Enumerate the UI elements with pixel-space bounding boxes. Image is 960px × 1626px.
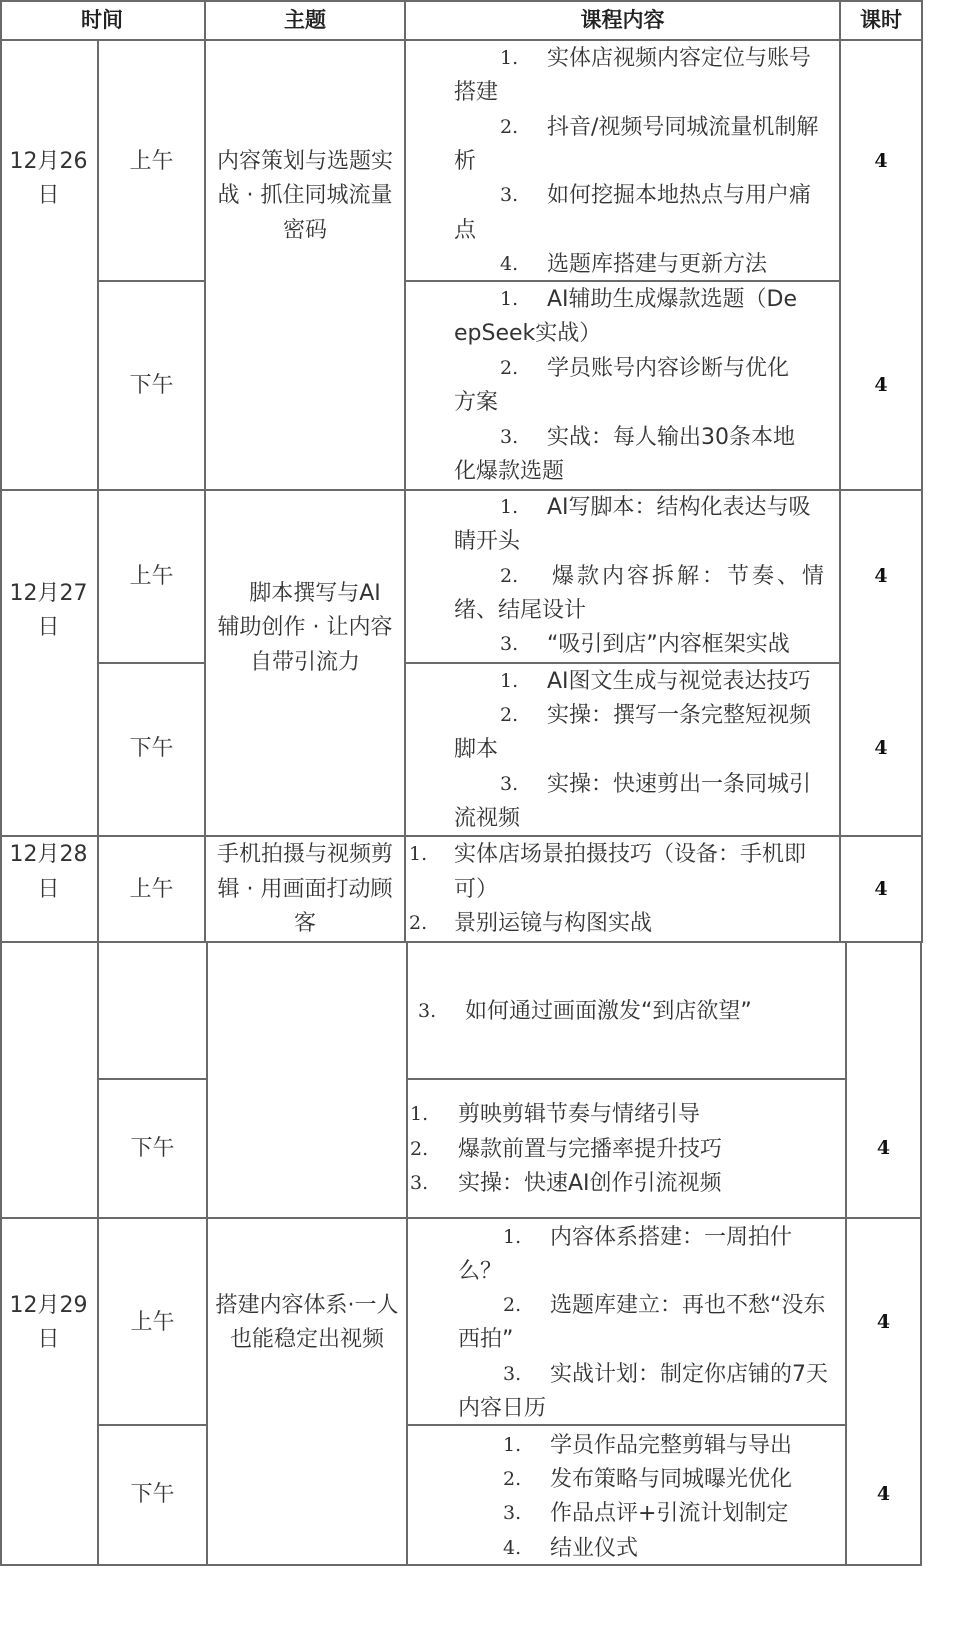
item-number: 1. [410, 1103, 429, 1125]
content-line: epSeek实战） [454, 321, 602, 346]
date-cell: 12月26 [9, 149, 88, 174]
item-number: 1. [500, 670, 519, 692]
theme-line: 内容策划与选题实 [216, 149, 393, 174]
content-line: 实战计划：制定你店铺的7天 [550, 1362, 828, 1387]
period-pm: 下午 [130, 1136, 175, 1161]
item-number: 2. [503, 1468, 522, 1490]
hours-value: 4 [874, 565, 888, 587]
item-number: 1. [503, 1434, 522, 1456]
content-line: AI写脚本：结构化表达与吸 [547, 495, 811, 520]
date-cell: 日 [37, 183, 60, 208]
date-cell: 12月29 [9, 1293, 88, 1318]
content-line: 实操：快速AI创作引流视频 [458, 1171, 722, 1196]
content-line: 如何通过画面激发“到店欲望” [465, 999, 752, 1024]
content-line: 么？ [458, 1259, 503, 1284]
content-line: 西拍” [458, 1327, 514, 1352]
content-line: 绪、结尾设计 [454, 598, 587, 623]
item-number: 3. [500, 426, 519, 448]
item-number: 2. [500, 357, 519, 379]
date-cell: 日 [37, 1327, 60, 1352]
period-pm: 下午 [129, 373, 174, 398]
item-number: 1. [409, 843, 428, 865]
period-am: 上午 [129, 877, 174, 902]
theme-line: 也能稳定出视频 [229, 1327, 384, 1352]
item-number: 3. [500, 184, 519, 206]
header-hours: 课时 [860, 8, 902, 32]
content-line: 抖音/视频号同城流量机制解 [547, 115, 819, 140]
hours-value: 4 [876, 1311, 891, 1333]
theme-line: 自带引流力 [249, 650, 360, 675]
hours-value: 4 [874, 737, 888, 759]
item-number: 2. [409, 912, 428, 934]
hours-value: 4 [874, 150, 888, 172]
content-line: 实战：每人输出30条本地 [547, 425, 795, 450]
theme-line: 脚本撰写与AI [249, 581, 381, 606]
content-line: 化爆款选题 [454, 459, 565, 484]
content-line: 搭建 [454, 80, 499, 105]
content-line: 爆款前置与完播率提升技巧 [458, 1137, 723, 1162]
content-line: 爆款内容拆解：节奏、情 [552, 564, 828, 589]
theme-line: 战 · 抓住同城流量 [217, 183, 393, 208]
period-am: 上午 [129, 564, 174, 589]
theme-line: 密码 [282, 218, 327, 243]
header-theme: 主题 [284, 8, 326, 32]
content-line: 结业仪式 [550, 1536, 639, 1561]
content-line: 剪映剪辑节奏与情绪引导 [458, 1102, 701, 1127]
content-line: 实操：撰写一条完整短视频 [547, 703, 812, 728]
header-time: 时间 [81, 8, 123, 32]
content-line: 实体店视频内容定位与账号 [547, 46, 812, 71]
content-line: 实操：快速剪出一条同城引 [547, 772, 812, 797]
content-line: 方案 [454, 390, 499, 415]
period-pm: 下午 [129, 736, 174, 761]
period-am: 上午 [129, 149, 174, 174]
date-cell: 12月28 [9, 842, 88, 867]
hours-value: 4 [876, 1483, 891, 1505]
item-number: 1. [500, 47, 519, 69]
period-pm: 下午 [130, 1482, 175, 1507]
content-line: AI辅助生成爆款选题（De [547, 287, 798, 312]
theme-line: 辑 · 用画面打动顾 [217, 877, 393, 902]
item-number: 3. [503, 1363, 522, 1385]
item-number: 4. [503, 1537, 522, 1559]
content-line: 选题库搭建与更新方法 [547, 252, 768, 277]
theme-line: 客 [293, 911, 316, 936]
theme-line: 搭建内容体系·一人 [215, 1293, 399, 1318]
item-number: 3. [418, 1000, 437, 1022]
item-number: 2. [503, 1294, 522, 1316]
content-line: 析 [454, 149, 477, 174]
date-cell: 日 [37, 877, 60, 902]
content-line: 内容日历 [458, 1396, 547, 1421]
content-line: 睛开头 [454, 529, 521, 554]
hours-value: 4 [874, 878, 888, 900]
content-line: 内容体系搭建：一周拍什 [550, 1225, 793, 1250]
content-line: 作品点评+引流计划制定 [550, 1501, 789, 1526]
period-am: 上午 [130, 1310, 175, 1335]
content-line: 学员作品完整剪辑与导出 [550, 1433, 793, 1458]
theme-line: 辅助创作 · 让内容 [217, 615, 393, 640]
content-line: 如何挖掘本地热点与用户痛 [547, 183, 812, 208]
item-number: 4. [500, 253, 519, 275]
content-line: 实体店场景拍摄技巧（设备：手机即 [454, 842, 807, 867]
item-number: 1. [503, 1226, 522, 1248]
content-line: AI图文生成与视觉表达技巧 [547, 669, 811, 694]
item-number: 1. [500, 288, 519, 310]
content-line: 脚本 [454, 737, 499, 762]
header-content: 课程内容 [580, 8, 665, 32]
content-line: “吸引到店”内容框架实战 [547, 632, 790, 657]
item-number: 3. [500, 633, 519, 655]
item-number: 3. [500, 773, 519, 795]
date-cell: 12月27 [9, 581, 88, 606]
item-number: 2. [500, 116, 519, 138]
hours-value: 4 [874, 374, 888, 396]
content-line: 选题库建立：再也不愁“没东 [550, 1293, 826, 1318]
item-number: 3. [410, 1172, 429, 1194]
content-line: 学员账号内容诊断与优化 [547, 356, 790, 381]
content-line: 发布策略与同城曝光优化 [550, 1467, 793, 1492]
content-line: 可） [454, 877, 499, 902]
item-number: 2. [500, 704, 519, 726]
date-cell: 日 [37, 615, 60, 640]
hours-value: 4 [876, 1137, 891, 1159]
content-line: 流视频 [454, 806, 521, 831]
item-number: 2. [500, 565, 519, 587]
content-line: 景别运镜与构图实战 [454, 911, 653, 936]
theme-line: 手机拍摄与视频剪 [216, 842, 393, 867]
item-number: 1. [500, 496, 519, 518]
item-number: 2. [410, 1138, 429, 1160]
content-line: 点 [454, 218, 477, 243]
item-number: 3. [503, 1502, 522, 1524]
